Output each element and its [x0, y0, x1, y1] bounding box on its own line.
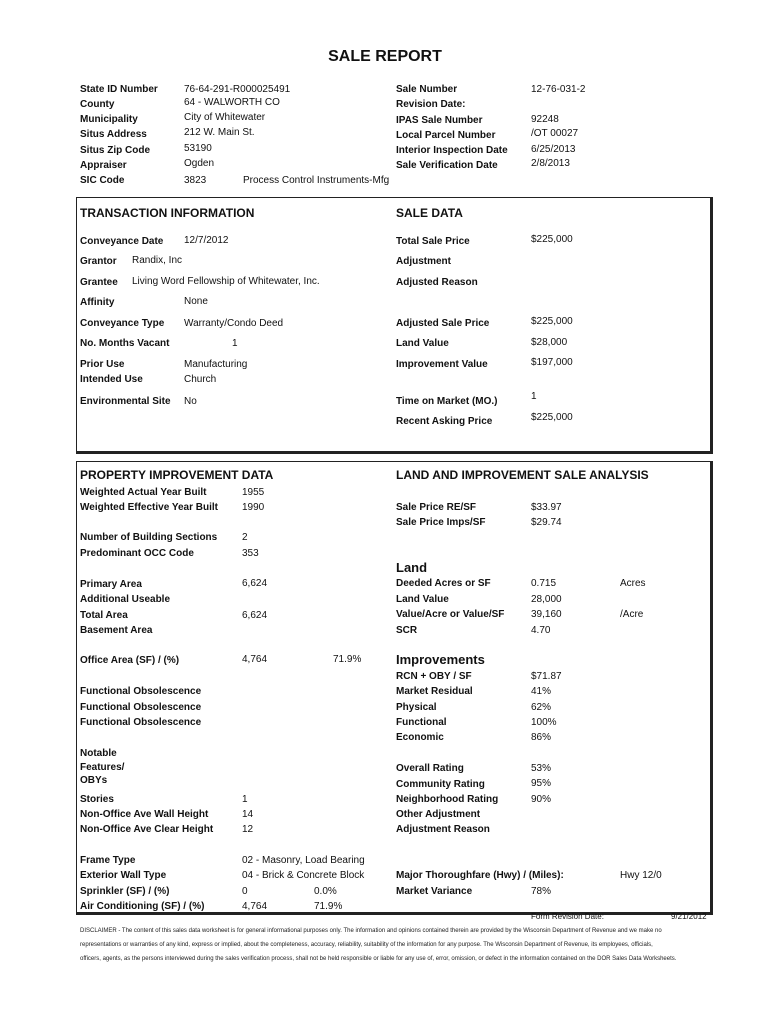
municipality-value: City of Whitewater	[184, 112, 266, 123]
overall-rating-value: 53%	[531, 763, 552, 774]
adjustment-reason-label: Adjustment Reason	[396, 824, 490, 835]
form-revision-value: 9/21/2012	[671, 912, 707, 921]
functional-label: Functional	[396, 717, 447, 728]
intended-use-label: Intended Use	[80, 374, 143, 385]
grantee-label: Grantee	[80, 277, 118, 288]
thoroughfare-value: Hwy 12/0	[620, 870, 662, 881]
other-adjustment-label: Other Adjustment	[396, 809, 481, 820]
situs-zip-value: 53190	[184, 143, 212, 154]
situs-address-label: Situs Address	[80, 129, 147, 140]
functional-value: 100%	[531, 717, 557, 728]
price-re-sf-label: Sale Price RE/SF	[396, 502, 477, 513]
clear-height-label: Non-Office Ave Clear Height	[80, 824, 214, 835]
functional-obsolescence-3: Functional Obsolescence	[80, 717, 202, 728]
sprinkler-value: 0	[242, 886, 248, 897]
exterior-wall-value: 04 - Brick & Concrete Block	[242, 870, 365, 881]
adjustment-label: Adjustment	[396, 256, 451, 267]
air-conditioning-label: Air Conditioning (SF) / (%)	[80, 901, 205, 912]
physical-value: 62%	[531, 702, 552, 713]
municipality-label: Municipality	[80, 114, 138, 125]
transaction-heading: TRANSACTION INFORMATION	[80, 206, 255, 220]
disclaimer-line-3: officers, agents, as the persons interviewed during the sales verification process, shall not be held responsible or liable for any use of, error, omission, or defect in the information contained on the DOR Sales Data Worksheets.	[80, 956, 677, 962]
wall-height-value: 14	[242, 809, 254, 820]
value-per-acre-unit: /Acre	[620, 609, 644, 620]
scr-label: SCR	[396, 625, 418, 636]
notable-label: Notable	[80, 748, 117, 759]
price-imps-sf-value: $29.74	[531, 517, 562, 528]
recent-asking-value: $225,000	[531, 412, 573, 423]
office-area-label: Office Area (SF) / (%)	[80, 655, 180, 666]
occ-code-label: Predominant OCC Code	[80, 548, 194, 559]
wall-height-label: Non-Office Ave Wall Height	[80, 809, 209, 820]
appraiser-label: Appraiser	[80, 160, 127, 171]
stories-value: 1	[242, 794, 248, 805]
disclaimer-line-2: representations or warranties of any kind, express or implied, about the completeness, accuracy, reliability, suitability of the information for any purpose. The Wisconsin Department of Revenue, its employees, officials,	[80, 942, 653, 948]
deeded-acres-label: Deeded Acres or SF	[396, 578, 491, 589]
conveyance-date-value: 12/7/2012	[184, 235, 229, 246]
value-per-acre-value: 39,160	[531, 609, 562, 620]
months-vacant-label: No. Months Vacant	[80, 338, 170, 349]
economic-label: Economic	[396, 732, 444, 743]
total-area-label: Total Area	[80, 610, 128, 621]
conveyance-type-label: Conveyance Type	[80, 318, 165, 329]
price-imps-sf-label: Sale Price Imps/SF	[396, 517, 486, 528]
exterior-wall-label: Exterior Wall Type	[80, 870, 167, 881]
property-heading: PROPERTY IMPROVEMENT DATA	[80, 468, 274, 482]
analysis-land-value-label: Land Value	[396, 594, 449, 605]
prior-use-value: Manufacturing	[184, 359, 248, 370]
time-on-market-value: 1	[531, 391, 537, 402]
land-value-value: $28,000	[531, 337, 568, 348]
sale-verification-value: 2/8/2013	[531, 158, 570, 169]
additional-useable-label: Additional Useable	[80, 594, 171, 605]
situs-zip-label: Situs Zip Code	[80, 145, 150, 156]
situs-address-value: 212 W. Main St.	[184, 127, 255, 138]
local-parcel-value: /OT 00027	[531, 128, 579, 139]
form-revision-label: Form Revision Date:	[531, 912, 604, 921]
functional-obsolescence-2: Functional Obsolescence	[80, 702, 202, 713]
clear-height-value: 12	[242, 824, 254, 835]
adjusted-reason-label: Adjusted Reason	[396, 277, 478, 288]
sic-code-value: 3823	[184, 175, 207, 186]
occ-code-value: 353	[242, 548, 259, 559]
community-rating-label: Community Rating	[396, 779, 485, 790]
rcn-label: RCN + OBY / SF	[396, 671, 472, 682]
sprinkler-pct: 0.0%	[314, 886, 337, 897]
neighborhood-rating-value: 90%	[531, 794, 552, 805]
deeded-acres-value: 0.715	[531, 578, 557, 589]
effective-year-label: Weighted Effective Year Built	[80, 502, 219, 513]
overall-rating-label: Overall Rating	[396, 763, 464, 774]
ipas-label: IPAS Sale Number	[396, 115, 483, 126]
recent-asking-label: Recent Asking Price	[396, 416, 493, 427]
functional-obsolescence-1: Functional Obsolescence	[80, 686, 202, 697]
sic-description: Process Control Instruments-Mfg	[243, 175, 390, 186]
thoroughfare-label: Major Thoroughfare (Hwy) / (Miles):	[396, 870, 564, 881]
months-vacant-value: 1	[232, 338, 238, 349]
improvements-heading: Improvements	[396, 652, 485, 667]
local-parcel-label: Local Parcel Number	[396, 130, 496, 141]
state-id-value: 76-64-291-R000025491	[184, 84, 291, 95]
adjusted-sale-price-value: $225,000	[531, 316, 573, 327]
time-on-market-label: Time on Market (MO.)	[396, 396, 498, 407]
disclaimer-line-1: DISCLAIMER - The content of this sales data worksheet is for general informational purposes only. The information and opinions contained therein are provided by the Wisconsin Department of Revenue and we make no	[80, 928, 662, 934]
revision-date-label: Revision Date:	[396, 99, 466, 110]
building-sections-value: 2	[242, 532, 248, 543]
frame-type-value: 02 - Masonry, Load Bearing	[242, 855, 365, 866]
total-area-value: 6,624	[242, 610, 268, 621]
county-value: 64 - WALWORTH CO	[184, 97, 280, 108]
state-id-label: State ID Number	[80, 84, 158, 95]
frame-type-label: Frame Type	[80, 855, 136, 866]
air-conditioning-value: 4,764	[242, 901, 268, 912]
market-residual-value: 41%	[531, 686, 552, 697]
price-re-sf-value: $33.97	[531, 502, 562, 513]
county-label: County	[80, 99, 115, 110]
sic-code-label: SIC Code	[80, 175, 125, 186]
affinity-label: Affinity	[80, 297, 115, 308]
actual-year-label: Weighted Actual Year Built	[80, 487, 207, 498]
sale-verification-label: Sale Verification Date	[396, 160, 498, 171]
grantor-label: Grantor	[80, 256, 117, 267]
features-label: Features/	[80, 762, 125, 773]
environmental-value: No	[184, 396, 197, 407]
actual-year-value: 1955	[242, 487, 265, 498]
neighborhood-rating-label: Neighborhood Rating	[396, 794, 499, 805]
building-sections-label: Number of Building Sections	[80, 532, 218, 543]
sale-data-heading: SALE DATA	[396, 206, 463, 220]
conveyance-date-label: Conveyance Date	[80, 236, 164, 247]
sale-number-value: 12-76-031-2	[531, 84, 586, 95]
appraiser-value: Ogden	[184, 158, 215, 169]
market-variance-label: Market Variance	[396, 886, 473, 897]
value-per-acre-label: Value/Acre or Value/SF	[396, 609, 505, 620]
improvement-value-label: Improvement Value	[396, 359, 488, 370]
office-area-value: 4,764	[242, 654, 268, 665]
prior-use-label: Prior Use	[80, 359, 125, 370]
sprinkler-label: Sprinkler (SF) / (%)	[80, 886, 170, 897]
effective-year-value: 1990	[242, 502, 265, 513]
economic-value: 86%	[531, 732, 552, 743]
grantee-value: Living Word Fellowship of Whitewater, Inc.	[132, 276, 320, 287]
basement-area-label: Basement Area	[80, 625, 153, 636]
rcn-value: $71.87	[531, 671, 562, 682]
market-variance-value: 78%	[531, 886, 552, 897]
primary-area-value: 6,624	[242, 578, 268, 589]
interior-inspection-value: 6/25/2013	[531, 144, 576, 155]
scr-value: 4.70	[531, 625, 551, 636]
stories-label: Stories	[80, 794, 114, 805]
office-area-pct: 71.9%	[333, 654, 362, 665]
transaction-box	[76, 197, 713, 454]
land-heading: Land	[396, 560, 428, 575]
market-residual-label: Market Residual	[396, 686, 473, 697]
grantor-value: Randix, Inc	[132, 255, 183, 266]
analysis-heading: LAND AND IMPROVEMENT SALE ANALYSIS	[396, 468, 649, 482]
analysis-land-value-value: 28,000	[531, 594, 562, 605]
community-rating-value: 95%	[531, 778, 552, 789]
air-conditioning-pct: 71.9%	[314, 901, 343, 912]
environmental-label: Environmental Site	[80, 396, 171, 407]
deeded-acres-unit: Acres	[620, 578, 646, 589]
adjusted-sale-price-label: Adjusted Sale Price	[396, 318, 490, 329]
total-sale-price-label: Total Sale Price	[396, 236, 470, 247]
obys-label: OBYs	[80, 775, 108, 786]
land-value-label: Land Value	[396, 338, 449, 349]
affinity-value: None	[184, 296, 208, 307]
ipas-value: 92248	[531, 114, 559, 125]
interior-inspection-label: Interior Inspection Date	[396, 145, 508, 156]
improvement-value-value: $197,000	[531, 357, 573, 368]
sale-number-label: Sale Number	[396, 84, 458, 95]
intended-use-value: Church	[184, 374, 217, 385]
conveyance-type-value: Warranty/Condo Deed	[184, 318, 284, 329]
page-title: SALE REPORT	[328, 48, 442, 65]
total-sale-price-value: $225,000	[531, 234, 573, 245]
primary-area-label: Primary Area	[80, 579, 142, 590]
physical-label: Physical	[396, 702, 437, 713]
